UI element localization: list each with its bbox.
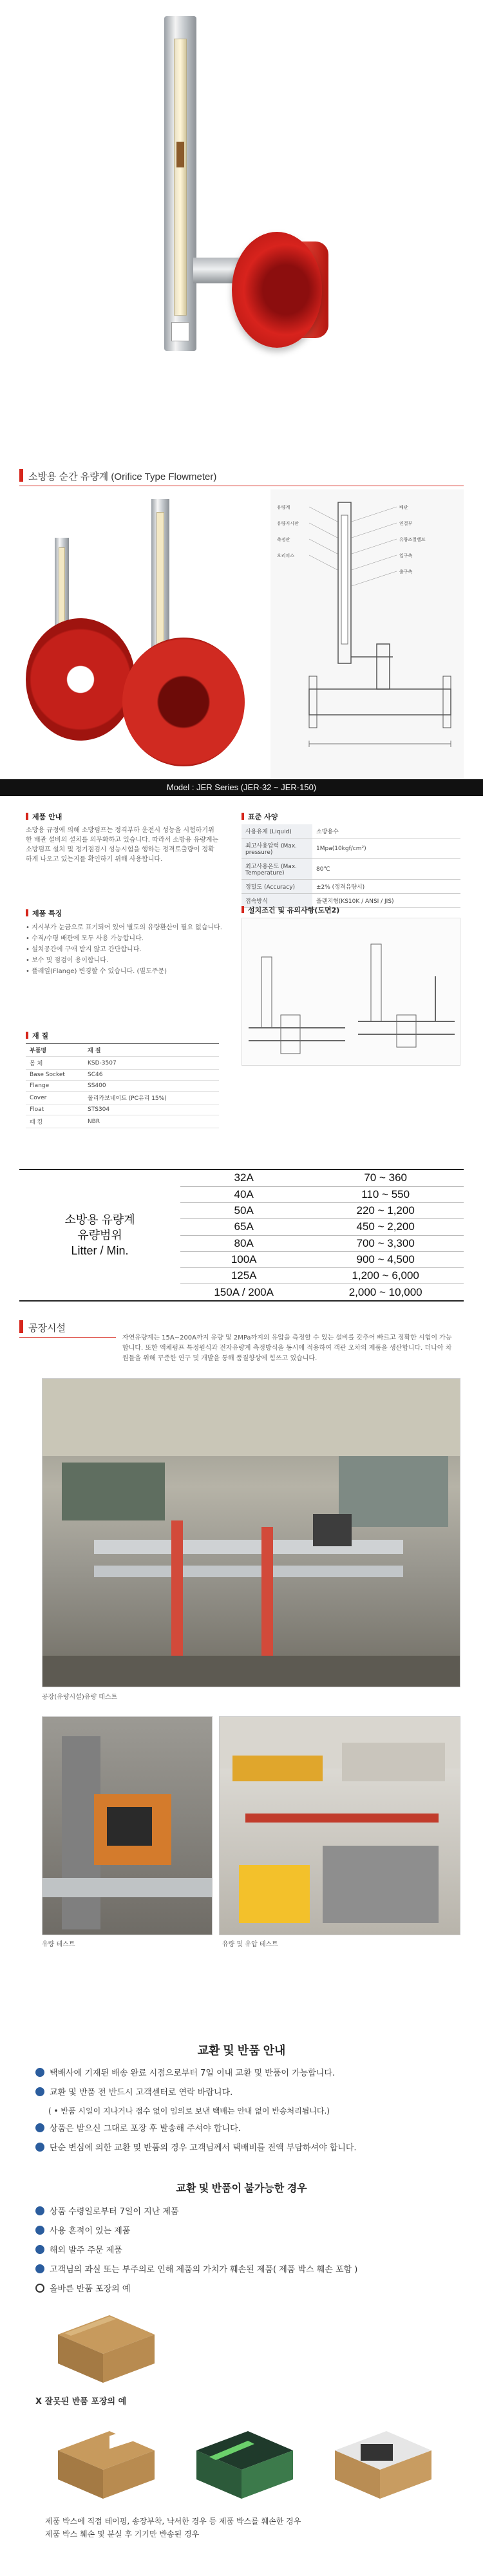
model-series-bar: Model : JER Series (JER-32 ~ JER-150) bbox=[0, 779, 483, 796]
material-cell: Float bbox=[26, 1104, 84, 1115]
drawing-label: 입구측 bbox=[399, 553, 413, 558]
exchange-item bbox=[48, 2105, 473, 2117]
drawing-label: 측정관 bbox=[277, 537, 290, 542]
pipe-size-cell: 80A bbox=[180, 1235, 307, 1251]
good-packing-box-image bbox=[45, 2302, 161, 2386]
guide-heading: 제품 안내 bbox=[26, 811, 62, 822]
feature-heading: 제품 특징 bbox=[26, 908, 62, 918]
bullet-icon bbox=[35, 2226, 44, 2235]
flange-face bbox=[232, 232, 322, 348]
pipe-size-cell: 125A bbox=[180, 1268, 307, 1284]
flow-row bbox=[180, 1203, 464, 1219]
no-exchange-item bbox=[35, 2264, 460, 2277]
factory-photo-flow-test bbox=[42, 1716, 213, 1935]
drawing-label: 오리피스 bbox=[277, 553, 295, 558]
spec-cell: 최고사용온도 (Max. Temperature) bbox=[242, 859, 312, 880]
material-cell: 폴리카보네이트 (PC유리 15%) bbox=[84, 1092, 219, 1104]
material-cell: 몸 체 bbox=[26, 1057, 84, 1070]
material-cell: NBR bbox=[84, 1115, 219, 1128]
bullet-icon bbox=[35, 2143, 44, 2152]
flowmeter-label-plate bbox=[171, 322, 189, 341]
material-row bbox=[26, 1081, 219, 1092]
spec-cell: 정밀도 (Accuracy) bbox=[242, 880, 312, 894]
drawing-label: 출구측 bbox=[399, 569, 413, 574]
spec-row bbox=[242, 880, 460, 894]
flow-range-cell: 110 ~ 550 bbox=[307, 1186, 464, 1202]
photo-caption: 공장(유량시설)유량 테스트 bbox=[42, 1694, 118, 1701]
bullet-icon bbox=[35, 2264, 44, 2273]
material-cell: STS304 bbox=[84, 1104, 219, 1115]
flow-label-line1: 소방용 유량계 bbox=[64, 1213, 135, 1226]
bad-packing-box-image-1 bbox=[45, 2418, 161, 2502]
product-section-title: 소방용 순간 유량계 (Orifice Type Flowmeter) bbox=[28, 471, 217, 482]
no-exchange-item bbox=[35, 2244, 460, 2257]
drawing-label: 연결부 bbox=[399, 521, 413, 526]
flow-range-table bbox=[19, 1169, 464, 1302]
flow-range-cell: 2,000 ~ 10,000 bbox=[348, 1285, 422, 1298]
flow-range-cell: 900 ~ 4,500 bbox=[307, 1251, 464, 1267]
spec-cell: ±2% (정격유량시) bbox=[312, 880, 460, 894]
flow-range-label bbox=[19, 1170, 180, 1300]
exchange-item bbox=[35, 2123, 460, 2136]
hero-product-image bbox=[0, 0, 483, 451]
spec-cell: 80℃ bbox=[312, 859, 460, 880]
material-row bbox=[26, 1057, 219, 1070]
material-row bbox=[26, 1092, 219, 1104]
flow-row bbox=[180, 1235, 464, 1251]
material-cell: 부품명 bbox=[26, 1044, 84, 1057]
flow-row bbox=[180, 1251, 464, 1267]
material-cell: 패 킹 bbox=[26, 1115, 84, 1128]
good-packing-label: 올바른 반품 포장의 예 bbox=[35, 2283, 460, 2296]
pipe-size-cell: 50A bbox=[180, 1203, 307, 1219]
bad-packing-label: X 잘못된 반품 포장의 예 bbox=[35, 2397, 127, 2407]
feature-item: • 보수 및 점검이 용이합니다. bbox=[26, 957, 109, 964]
exchange-item-text: 상품은 받으신 그대로 포장 후 발송해 주셔야 합니다. bbox=[50, 2124, 241, 2134]
feature-list bbox=[26, 922, 225, 977]
install-heading: 설치조건 및 유의사항(도면2) bbox=[242, 905, 339, 915]
flow-label-line3: Litter / Min. bbox=[71, 1244, 129, 1257]
flow-row bbox=[180, 1219, 464, 1235]
no-exchange-item-text: 해외 발주 주문 제품 bbox=[50, 2246, 122, 2255]
no-exchange-title: 교환 및 반품이 불가능한 경우 bbox=[176, 2183, 307, 2194]
exchange-title: 교환 및 반품 안내 bbox=[197, 2044, 286, 2057]
flow-row bbox=[180, 1170, 464, 1186]
title-divider bbox=[19, 1337, 116, 1338]
spec-cell: 최고사용압력 (Max. pressure) bbox=[242, 838, 312, 859]
bad-packing-box-image-2 bbox=[184, 2418, 299, 2502]
pipe-size-cell: 32A bbox=[180, 1170, 307, 1186]
photo-caption: 유량 및 유압 테스트 bbox=[222, 1941, 278, 1948]
bullet-icon bbox=[35, 2068, 44, 2077]
material-cell: Base Socket bbox=[26, 1070, 84, 1081]
spec-row bbox=[242, 824, 460, 838]
circle-icon bbox=[35, 2284, 44, 2293]
exchange-item-text: ( • 반품 시일이 지나거나 접수 없이 임의로 보낸 택배는 안내 없이 반송처리됩니다.) bbox=[48, 2107, 330, 2116]
material-row bbox=[26, 1115, 219, 1128]
material-cell: KSD-3507 bbox=[84, 1057, 219, 1070]
drawing-label: 유량지시판 bbox=[277, 521, 299, 526]
exchange-item-text: 교환 및 반품 전 반드시 고객센터로 연락 바랍니다. bbox=[50, 2088, 233, 2098]
factory-photo-main bbox=[42, 1378, 460, 1687]
exchange-item-text: 단순 변심에 의한 교환 및 반품의 경우 고객님께서 택배비를 전액 부담하셔야 합니다. bbox=[50, 2143, 357, 2153]
flow-row bbox=[180, 1186, 464, 1202]
no-exchange-item-text: 고객님의 과실 또는 부주의로 인해 제품의 가치가 훼손된 제품( 제품 박스 훼손 포함 ) bbox=[50, 2265, 358, 2275]
spec-cell: 접속방식 bbox=[242, 894, 312, 908]
pipe-size-cell: 150A / 200A bbox=[214, 1285, 274, 1298]
exchange-item bbox=[35, 2087, 460, 2099]
flow-row bbox=[180, 1268, 464, 1284]
flange-side bbox=[122, 638, 245, 766]
flow-range-cell: 1,200 ~ 6,000 bbox=[307, 1268, 464, 1284]
factory-photo-pressure-test bbox=[219, 1716, 460, 1935]
material-cell: Flange bbox=[26, 1081, 84, 1092]
spec-cell: 플랜지형(KS10K / ANSI / JIS) bbox=[312, 894, 460, 908]
spec-row bbox=[242, 859, 460, 880]
feature-item: • 플레일(Flange) 변경할 수 있습니다. (별도주문) bbox=[26, 968, 167, 975]
flow-label-line2: 유량범위 bbox=[77, 1229, 122, 1242]
feature-item: • 설치공간에 구애 받지 않고 간단합니다. bbox=[26, 946, 142, 953]
bad-packing-box-image-3 bbox=[322, 2418, 438, 2502]
spec-cell: 소방용수 bbox=[312, 824, 460, 838]
dimension-drawing bbox=[270, 489, 464, 779]
spec-cell: 사용유체 (Liquid) bbox=[242, 824, 312, 838]
no-exchange-item-text: 상품 수령일로부터 7일이 지난 제품 bbox=[50, 2207, 179, 2217]
material-cell: Cover bbox=[26, 1092, 84, 1104]
feature-item: • 지시부가 눈금으로 표기되어 있어 별도의 유량환산이 필요 없습니다. bbox=[26, 924, 222, 931]
flow-row bbox=[180, 1284, 464, 1300]
flow-range-cell: 70 ~ 360 bbox=[307, 1170, 464, 1186]
spec-cell: 1Mpa(10kgf/cm²) bbox=[312, 838, 460, 859]
flowmeter-glass bbox=[174, 39, 187, 316]
bullet-icon bbox=[35, 2245, 44, 2254]
material-cell: SC46 bbox=[84, 1070, 219, 1081]
pipe-size-cell: 40A bbox=[180, 1186, 307, 1202]
flange-front bbox=[26, 618, 135, 741]
drawing-label: 배관 bbox=[399, 505, 408, 510]
spec-row bbox=[242, 838, 460, 859]
no-exchange-item bbox=[35, 2206, 460, 2219]
material-cell: SS400 bbox=[84, 1081, 219, 1092]
material-cell: 재 질 bbox=[84, 1044, 219, 1057]
exchange-item bbox=[35, 2067, 460, 2080]
no-exchange-item-text: 사용 흔적이 있는 제품 bbox=[50, 2226, 131, 2236]
bullet-icon bbox=[35, 2087, 44, 2096]
bullet-icon bbox=[35, 2206, 44, 2215]
flow-range-values bbox=[180, 1170, 464, 1300]
flow-range-cell: 450 ~ 2,200 bbox=[307, 1219, 464, 1235]
bullet-icon bbox=[35, 2123, 44, 2132]
guide-text: 소방용 규정에 의해 소방펌프는 정격부하 운전시 성능을 시험하기위한 배관 설비의 설치를 의무화하고 있습니다. 따라서 소방용 유량계는 소방펌프 설치 및 정기점검시 성능시험을 행하는 정격토출량이 정확하게 나오고 있는지를 확인하기 위해 사용합니다. bbox=[26, 827, 219, 863]
material-table bbox=[26, 1043, 219, 1128]
feature-item: • 수직/수평 배관에 모두 사용 가능합니다. bbox=[26, 935, 144, 942]
material-row bbox=[26, 1044, 219, 1057]
flow-range-cell: 220 ~ 1,200 bbox=[307, 1203, 464, 1219]
pipe-size-cell: 65A bbox=[180, 1219, 307, 1235]
factory-section-title: 공장시설 bbox=[28, 1323, 66, 1334]
title-accent-bar bbox=[19, 1320, 23, 1333]
bad-packing-desc-2: 제품 박스 훼손 및 분실 후 기기만 반송된 경우 bbox=[45, 2530, 200, 2539]
title-accent-bar bbox=[19, 469, 23, 482]
material-heading: 재 질 bbox=[26, 1030, 48, 1041]
factory-text: 자연유량계는 15A~200A까지 유량 및 2MPa까지의 유압을 측정할 수 있는 설비를 갖추어 빠르고 정확한 시험이 가능합니다. 또한 액체펌프 특정원식과 전자유량계 측정방식을 동시에 적용하여 객관 오차의 제품을 생산합니다. 더나아 차원들을 위해 꾸준한 연구 및 개발을 통해 품질향상에 힘쓰고 있습니다. bbox=[122, 1334, 452, 1362]
flowmeter-glass bbox=[156, 512, 164, 660]
flow-range-cell: 700 ~ 3,300 bbox=[307, 1235, 464, 1251]
exchange-item-text: 택배사에 기재된 배송 완료 시점으로부터 7일 이내 교환 및 반품이 가능합니다. bbox=[50, 2069, 336, 2078]
photo-caption: 유량 테스트 bbox=[42, 1941, 75, 1948]
bad-packing-desc-1: 제품 박스에 직접 테이핑, 송장부착, 낙서한 경우 등 제품 박스를 훼손한 경우 bbox=[45, 2517, 301, 2526]
drawing-label: 유량조절밸브 bbox=[399, 537, 426, 542]
exchange-item bbox=[35, 2142, 460, 2155]
install-diagram bbox=[242, 918, 460, 1066]
pipe-size-cell: 100A bbox=[180, 1251, 307, 1267]
spec-heading: 표준 사양 bbox=[242, 811, 278, 822]
material-row bbox=[26, 1104, 219, 1115]
material-row bbox=[26, 1070, 219, 1081]
drawing-label: 유량계 bbox=[277, 505, 290, 510]
flowmeter-float bbox=[176, 142, 184, 167]
no-exchange-item bbox=[35, 2225, 460, 2238]
spec-table bbox=[242, 824, 460, 908]
